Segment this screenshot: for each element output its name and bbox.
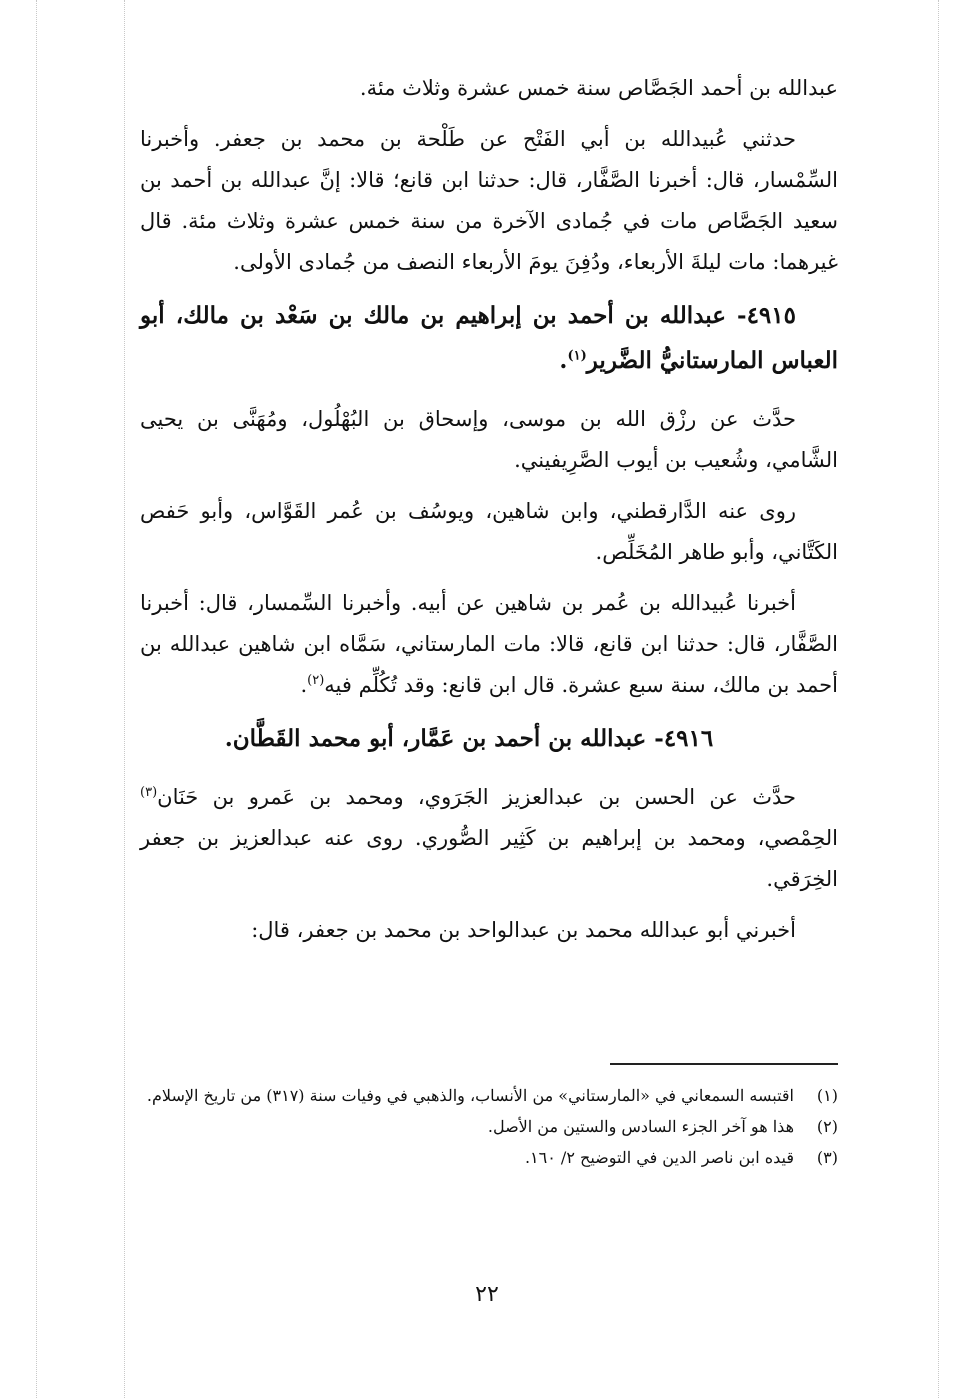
main-text xyxy=(140,68,838,961)
entry-heading-tail: . xyxy=(559,347,568,374)
paragraph-chain-2: أخبرني أبو عبدالله محمد بن عبدالواحد بن محمد بن جعفر، قال: xyxy=(251,918,796,942)
footnote-ref-2: (٢) xyxy=(307,673,325,688)
footnote-number: (٣) xyxy=(816,1148,838,1167)
paragraph-continuation: عبدالله بن أحمد الجَصَّاص سنة خمس عشرة وثلاث مئة. xyxy=(359,76,838,100)
scan-margin-dots-right xyxy=(938,0,939,1398)
footnotes xyxy=(140,1080,838,1173)
entry-heading-4916: ٤٩١٦- عبدالله بن أحمد بن عَمَّار، أبو محمد القَطَّان. xyxy=(224,725,714,752)
footnote-text: قيده ابن ناصر الدين في التوضيح ٢/ ١٦٠. xyxy=(524,1148,794,1167)
paragraph-chain: حدثني عُبيدالله بن أبي الفَتْح عن طَلْحة بن محمد بن جعفر. وأخبرنا السِّمْسار، قال: أخبرنا الصَّفَّار، قال: حدثنا ابن قانع؛ قالا: إنَّ عبدالله بن أحمد بن سعيد الجَصَّاص مات في جُمادى الآخرة من سنة خمس عشرة وثلاث مئة. قال غيرهما: مات ليلةَ الأربعاء، ودُفِنَ يومَ الأربعاء النصف من جُمادى الأولى. xyxy=(140,127,838,274)
entry-heading-text: ٤٩١٥- عبدالله بن أحمد بن إبراهيم بن مالك بن سَعْد بن مالك، أبو العباس المارستانيُّ الضَّرير xyxy=(140,302,838,374)
footnote-text: هذا هو آخر الجزء السادس والستين من الأصل. xyxy=(487,1117,794,1136)
paragraph-text: حدَّث عن الحسن بن عبدالعزيز الجَرَوي، ومحمد بن عَمرو بن حَنَان xyxy=(157,785,796,809)
footnote-ref-3: (٣) xyxy=(140,785,158,800)
paragraph-narrated-by: روى عنه الدَّارقطني، وابن شاهين، ويوسُف بن عُمر القَوَّاس، وأبو حَفص الكَتَّاني، وأبو طاهر المُخَلِّص. xyxy=(140,499,838,564)
paragraph-narrated-from-2 xyxy=(140,777,838,900)
entry-heading-4915 xyxy=(140,293,838,383)
footnote-1 xyxy=(140,1080,838,1111)
scan-margin-dots-left xyxy=(36,0,37,1398)
paragraph-tail: . xyxy=(300,673,308,697)
footnote-ref-1: (١) xyxy=(567,348,587,364)
paragraph-narrated-from: حدَّث عن رزْق الله بن موسى، وإسحاق بن البُهْلُول، ومُهَنَّى بن يحيى الشَّامي، وشُعيب بن أيوب الصَّرِيفيني. xyxy=(140,407,838,472)
paragraph-text-cont: الحِمْصي، ومحمد بن إبراهيم بن كَثِير الصُّوري. روى عنه عبدالعزيز بن جعفر الخِرَقي. xyxy=(140,826,838,891)
footnote-divider xyxy=(610,1063,838,1065)
footnote-number: (٢) xyxy=(816,1117,838,1136)
paragraph-death-report xyxy=(140,583,838,706)
footnote-2 xyxy=(140,1111,838,1142)
scan-margin-dots-inner xyxy=(124,0,125,1398)
footnote-3 xyxy=(140,1142,838,1173)
page-number: ٢٢ xyxy=(475,1282,499,1307)
footnote-number: (١) xyxy=(816,1086,838,1105)
footnote-text: اقتبسه السمعاني في «المارستاني» من الأنساب، والذهبي في وفيات سنة (٣١٧) من تاريخ الإسلام. xyxy=(146,1086,794,1105)
paragraph-text: أخبرنا عُبيدالله بن عُمر بن شاهين عن أبيه. وأخبرنا السِّمسار، قال: أخبرنا الصَّفَّار، قال: حدثنا ابن قانع، قالا: مات المارستاني، سَمَّاه ابن شاهين عبدالله بن أحمد بن مالك، سنة سبع عشرة. قال ابن قانع: وقد تُكُلِّم فيه xyxy=(140,591,838,697)
